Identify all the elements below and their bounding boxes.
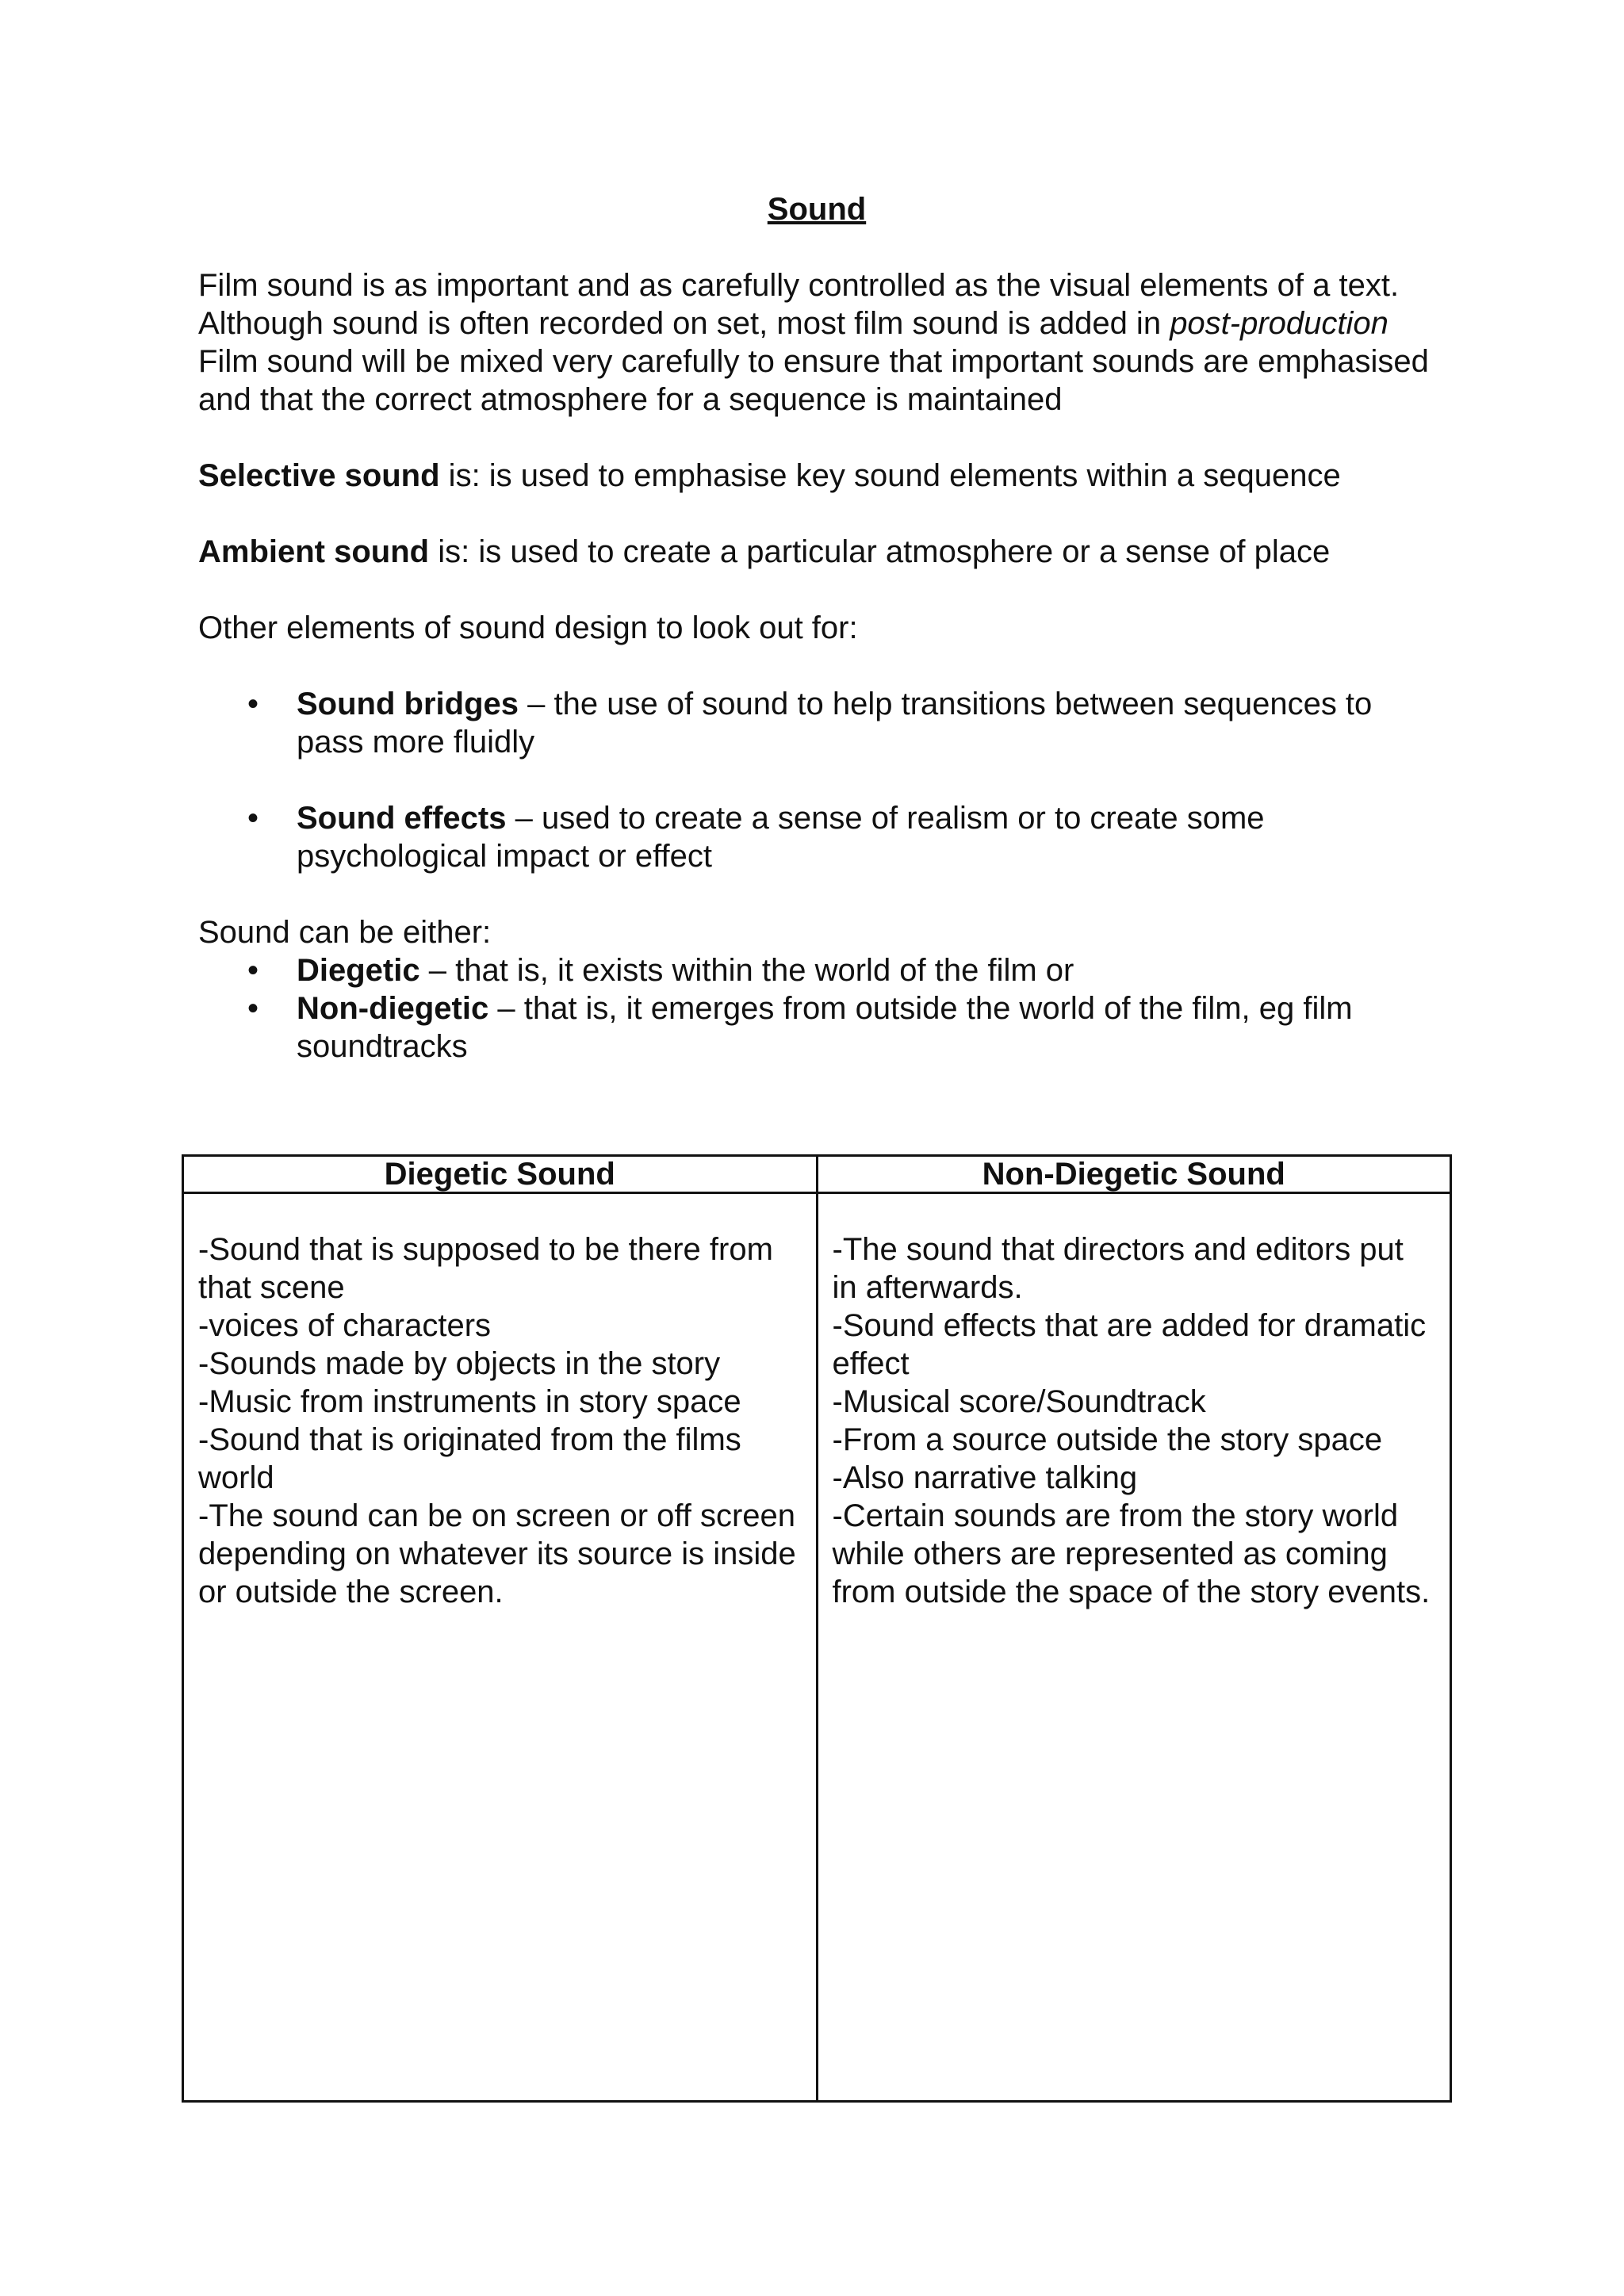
intro-italic-term: post-production [1170,306,1388,341]
intro-mixing-paragraph: Film sound will be mixed very carefully to ensure that important sounds are emphasised and that the correct atmosphere for a sequence is maintained [198,344,1429,417]
list-item [297,989,1435,1066]
selective-sound-term: Selective sound [198,458,440,493]
non-diegetic-cell [817,1193,1451,2102]
table-row [183,1193,1451,2102]
table-cell-line: -The sound can be on screen or off screen depending on whatever its source is inside or outside the screen. [198,1498,796,1609]
ambient-sound-term: Ambient sound [198,534,430,569]
list-item-text: – that is, it exists within the world of the film or [419,953,1074,988]
other-elements-heading: Other elements of sound design to look out for: [198,610,858,645]
ambient-sound-definition [198,533,1435,571]
list-item [297,951,1435,989]
table-cell-line: -From a source outside the story space [832,1422,1383,1457]
table-header-diegetic: Diegetic Sound [183,1156,818,1193]
table-cell-line: -Also narrative talking [832,1460,1138,1495]
table-cell-line: -Sounds made by objects in the story [198,1346,721,1381]
selective-sound-definition [198,457,1435,495]
page-title: Sound [767,192,867,227]
table-cell-line: -Sound that is supposed to be there from that scene [198,1232,773,1305]
list-item-text: – the use of sound to help transitions between sequences to pass more fluidly [297,687,1373,760]
sound-types-list [198,951,1435,1066]
list-item-text: – used to create a sense of realism or to create some psychological impact or effect [297,801,1265,874]
intro-paragraph [198,266,1435,342]
list-spacer [297,761,1435,799]
list-item [297,685,1435,761]
list-item-term: Diegetic [297,953,420,988]
table-cell-line: -Certain sounds are from the story world while others are represented as coming from outside the space of the story events. [832,1498,1431,1609]
table-cell-line: -Musical score/Soundtrack [832,1384,1206,1419]
list-item-term: Sound bridges [297,687,519,721]
selective-sound-text: is: is used to emphasise key sound elements within a sequence [439,458,1341,493]
diegetic-cell [183,1193,818,2102]
table-header-row [183,1156,1451,1193]
ambient-sound-text: is: is used to create a particular atmosphere or a sense of place [429,534,1331,569]
sound-comparison-table [182,1154,1452,2103]
list-item [297,799,1435,875]
list-item-term: Sound effects [297,801,507,836]
table-cell-line: -voices of characters [198,1308,492,1343]
either-heading: Sound can be either: [198,915,492,950]
table-cell-line: -Music from instruments in story space [198,1384,741,1419]
table-cell-line: -The sound that directors and editors put in afterwards. [832,1232,1404,1305]
table-cell-line: -Sound that is originated from the films world [198,1422,741,1495]
design-elements-list [198,685,1435,875]
list-item-text: – that is, it emerges from outside the world of the film, eg film soundtracks [297,991,1353,1064]
document-body [198,190,1435,1066]
table-header-non-diegetic: Non-Diegetic Sound [817,1156,1451,1193]
list-item-term: Non-diegetic [297,991,489,1026]
intro-text: Film sound is as important and as carefully controlled as the visual elements of a text. Although sound is often recorded on set, most film sound is added in [198,268,1400,341]
table-cell-line: -Sound effects that are added for dramatic effect [832,1308,1427,1381]
